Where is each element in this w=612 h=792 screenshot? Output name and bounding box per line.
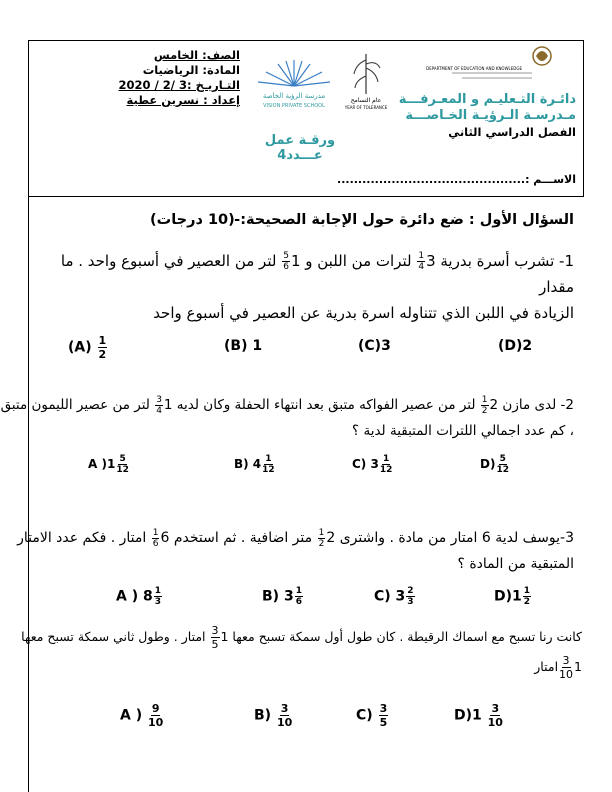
q2-option-d-num: 5 [499,454,506,464]
department-logo [426,44,562,90]
q2-option-a[interactable] [88,454,130,475]
q4-option-b-num: 3 [280,702,289,715]
q2-frac-1-num: 1 [481,394,488,405]
question-3-line-1 [17,525,574,551]
q3-text-a: 3-يوسف لدية 6 امتار من مادة . واشترى [335,530,574,546]
q2-frac-1-den: 2 [481,405,488,416]
q4-option-c[interactable] [356,702,389,729]
q3-option-c-num: 2 [407,586,414,596]
q3-option-a-frac [154,586,162,607]
q4-option-a-frac [148,702,163,729]
q2-option-a-num: 5 [119,454,126,464]
q4-option-b[interactable] [254,702,293,729]
q3-option-c-den: 3 [407,597,414,607]
vision-school-logo [248,56,340,110]
logo-tolerance-ar: عام التسامح [350,97,382,104]
q3-frac-1-num: 1 [318,527,325,538]
q3-option-a-den: 3 [154,597,161,607]
q4-option-a-num: 9 [151,702,160,715]
q3-frac-1-den: 2 [318,538,325,549]
q3-option-b-den: 6 [295,597,302,607]
q1-option-a[interactable] [68,334,108,361]
q4-option-b-frac [277,702,292,729]
q2-frac-2 [155,395,163,416]
logo-dept-en: DEPARTMENT OF EDUCATION AND KNOWLEDGE [426,66,522,71]
q2-option-d-label: D) [480,457,496,471]
q2-option-c-label: C) 3 [352,457,379,471]
q4-option-b-label: B) [254,707,272,724]
q2-option-b-num: 1 [265,454,272,464]
q1-options [40,334,580,361]
question-1-line-2: الزيادة في اللبن الذي تتناوله اسرة بدرية عن العصير في أسبوع واحد [153,304,574,322]
q1-frac-2-num: 5 [283,251,289,261]
q3-option-b-label: B) 3 [262,588,294,605]
q3-option-b-num: 1 [295,586,302,596]
q4-frac-2-num: 3 [562,654,570,667]
q2-text-c: لتر من عصير الليمون متبق [0,397,155,413]
q4-frac-1-den: 5 [211,638,219,651]
q3-option-c[interactable] [374,586,416,607]
class-info [40,48,240,108]
q2-option-a-frac [116,454,129,475]
q4-frac-2 [559,654,573,681]
q1-option-a-den: 2 [98,348,107,361]
question-4-line-2 [34,652,582,682]
q4-option-d-num: 3 [491,702,500,715]
q1-whole-2: 1 [290,252,301,270]
q3-option-c-frac [406,586,414,607]
q1-mixed-2 [281,252,300,270]
q4-option-d-den: 10 [487,716,503,729]
q1-frac-1-num: 1 [418,251,425,261]
q2-text-a: 2- لدى مازن [498,397,574,413]
q4-option-c-num: 3 [379,702,388,715]
q2-option-c-den: 12 [379,465,393,475]
prepared-by: إعداد : نسرين عطية [126,93,240,107]
q2-option-a-den: 12 [116,465,129,475]
q4-option-a-label: A ) [120,707,143,724]
q4-option-a[interactable] [120,702,164,729]
q3-option-a-num: 1 [154,586,161,596]
q2-text-b: لتر من عصير الفواكه متبق بعد انتهاء الحفلة وكان لديه [172,397,480,413]
q1-frac-2-den: 6 [283,262,289,272]
section-title: السؤال الأول : ضع دائرة حول الإجابة الصحيحة:- [234,212,574,228]
question-3-line-2: المتبقية من المادة ؟ [457,556,574,572]
q1-text-b: لترات من اللبن و [300,252,417,270]
school-name: مـدرسـة الـرؤيـة الخـاصـــة [405,108,576,123]
q4-option-c-frac [379,702,389,729]
q4-option-b-den: 10 [276,716,293,729]
q4-frac-1-num: 3 [211,624,219,637]
q2-whole-2: 1 [163,397,173,413]
semester: الفصل الدراسي الثاني [448,125,576,139]
q2-option-a-label: A )1 [88,457,116,471]
q4-whole-1: 1 [220,629,229,644]
question-2-line-1 [0,392,574,418]
q3-whole-2: 6 [160,530,170,546]
school-info [396,92,576,140]
q2-option-b-frac [262,454,275,475]
q1-mixed-1 [416,252,435,270]
q2-frac-1 [481,395,489,416]
question-2-line-2: ، كم عدد اجمالي اللترات المتبقية لدية ؟ [352,423,574,439]
q2-option-c[interactable] [352,454,393,475]
q3-option-d-den: 2 [523,597,531,607]
q3-frac-2-num: 1 [152,527,159,538]
q3-option-b-frac [295,586,303,607]
question-1-line-1 [34,248,574,300]
logo-vision-ar: مدرسة الرؤية الخاصة [262,92,326,100]
worksheet-title: ورقـة عمل عـــدد4 [264,133,336,163]
q4-option-a-den: 10 [147,716,164,729]
question-1 [34,248,574,326]
q3-option-d[interactable] [494,586,532,607]
section-marks: (10 درجات) [150,212,235,228]
q4-frac-2-den: 10 [559,668,574,681]
q3-option-d-frac [523,586,531,607]
q1-option-c[interactable]: (C)3 [358,338,391,354]
q4-text-line2: امتار [534,659,559,674]
q1-frac-1-den: 4 [418,262,425,272]
q1-option-a-num: 1 [98,334,107,347]
q1-whole-1: 3 [426,252,436,270]
q3-text-b: متر اضافية . ثم استخدم [169,530,317,546]
q4-option-d[interactable] [454,702,504,729]
q2-option-c-frac [380,454,393,475]
q3-frac-1 [318,528,326,549]
q2-option-b-label: B) 4 [234,457,262,471]
q4-frac-1 [211,624,220,651]
q4-option-c-den: 5 [379,716,388,729]
q1-frac-1 [417,251,425,272]
q1-frac-2 [282,251,290,272]
q3-option-a[interactable] [116,586,163,607]
date: التـاريـخ :3 /2 / 2020 [118,78,240,92]
q2-whole-1: 2 [489,397,499,413]
question-2 [0,392,574,444]
q3-option-c-label: C) 3 [374,588,406,605]
page-left-border [28,197,29,792]
q4-options [40,702,580,729]
tolerance-logo [340,50,392,112]
grade: الصف: الخامس [153,48,240,62]
q3-frac-2-den: 6 [152,538,159,549]
q1-text-a: 1- تشرب أسرة بدرية [435,252,574,270]
logo-tolerance-en: YEAR OF TOLERANCE [344,105,388,110]
q4-text-a: كانت رنا تسبح مع اسماك الرقيطة . كان طول أول سمكة تسبح معها [228,629,582,644]
q4-option-c-label: C) [356,707,373,724]
q4-option-d-label: D)1 [454,707,482,724]
q2-option-c-num: 1 [382,454,390,464]
q4-option-d-frac [488,702,503,729]
name-field[interactable]: الاســـم :............................................. [337,173,576,186]
q3-options [40,586,580,610]
q3-option-b[interactable] [262,586,304,607]
q3-text-c: امتار . فكم عدد الامتار [17,530,151,546]
q3-option-d-label: D)1 [494,588,522,605]
q2-option-d-den: 12 [496,465,509,475]
question-4 [21,622,582,682]
q2-options [40,454,580,478]
logo-vision-en: VISION PRIVATE SCHOOL [263,103,325,109]
question-4-line-1 [21,622,582,652]
q1-text-c: لتر من العصير في أسبوع واحد . ما مقدار [60,252,574,296]
q1-option-d[interactable]: (D)2 [498,338,533,354]
q1-option-a-frac [98,334,108,361]
q4-text-b: امتار . وطول ثاني سمكة تسبح معها [21,629,210,644]
q3-whole-1: 2 [326,530,336,546]
q1-option-a-label: (A) [68,339,92,356]
q2-option-b[interactable] [234,454,276,475]
question-3 [17,525,574,577]
q4-whole-2: 1 [574,659,582,674]
q1-option-b[interactable]: (B) 1 [224,338,263,354]
q3-option-d-num: 1 [523,586,531,596]
q2-option-d[interactable] [480,454,510,475]
q2-option-d-frac [496,454,509,475]
q3-frac-2 [152,528,160,549]
department-name: دائـرة التـعليـم و المعـرفـــة [398,92,576,107]
q2-option-b-den: 12 [262,465,275,475]
q3-option-a-label: A ) 8 [116,588,153,605]
q2-frac-2-den: 4 [156,405,162,416]
subject: المادة: الرياضيات [142,63,240,77]
q2-frac-2-num: 3 [156,394,162,405]
